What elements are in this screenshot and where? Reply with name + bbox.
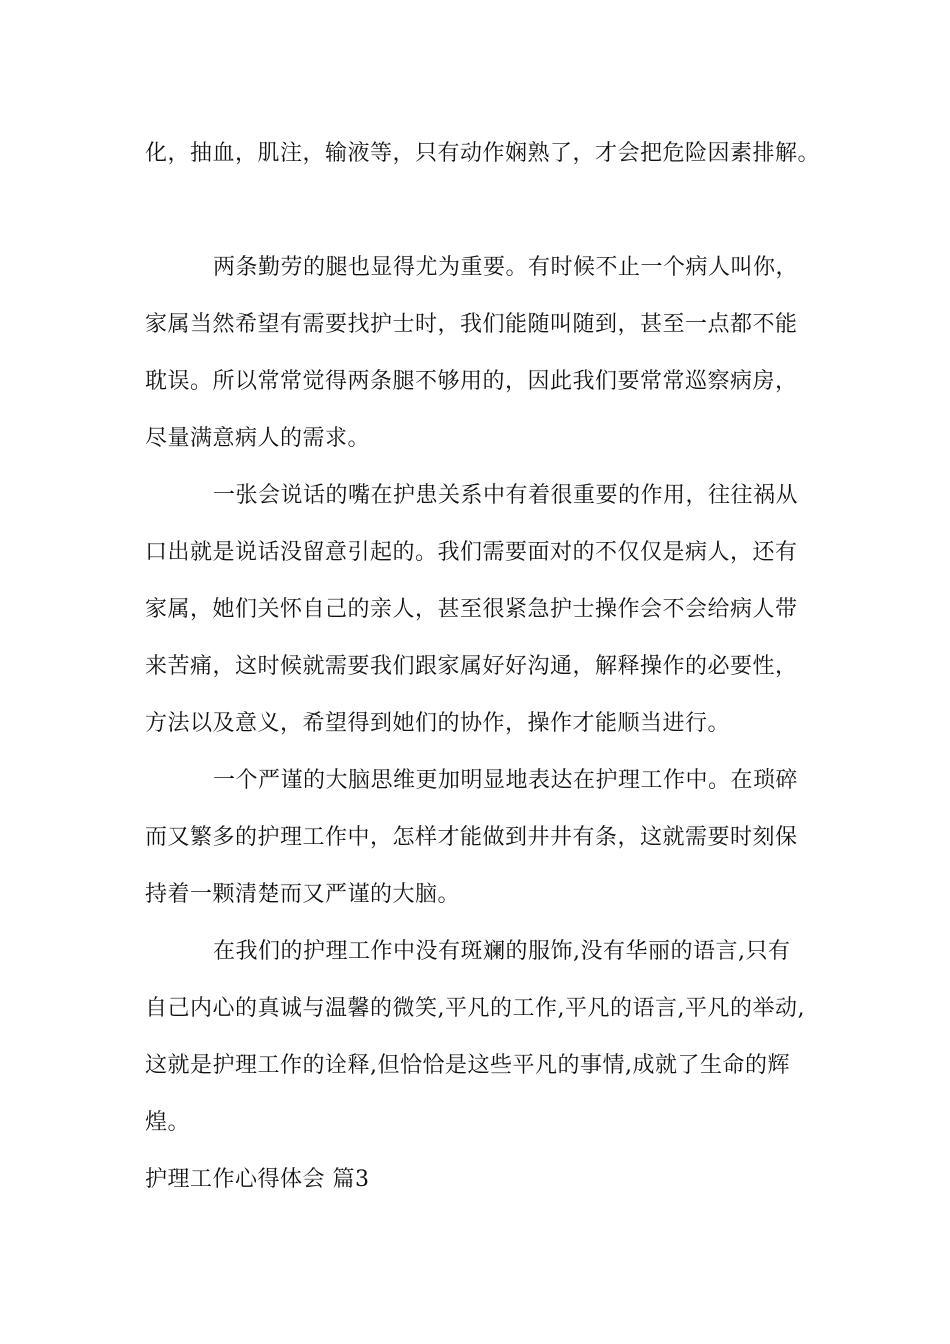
text-line: 方法以及意义，希望得到她们的协作，操作才能顺当进行。 [145, 711, 731, 736]
text-line: 来苦痛，这时候就需要我们跟家属好好沟通，解释操作的必要性， [145, 654, 798, 679]
text-line: 家属当然希望有需要找护士时，我们能随叫随到，甚至一点都不能 [145, 312, 798, 337]
paragraph-first-line: 一张会说话的嘴在护患关系中有着很重要的作用，往往祸从 [213, 483, 799, 508]
text-line: 这就是护理工作的诠释,但恰恰是这些平凡的事情,成就了生命的辉 [145, 1053, 790, 1078]
text-line: 持着一颗清楚而又严谨的大脑。 [145, 882, 461, 907]
text-line: 化，抽血，肌注，输液等，只有动作娴熟了，才会把危险因素排解。 [145, 141, 821, 166]
paragraph-first-line: 一个严谨的大脑思维更加明显地表达在护理工作中。在琐碎 [213, 768, 799, 793]
section-heading: 护理工作心得体会 篇3 [145, 1167, 370, 1192]
paragraph-first-line: 在我们的护理工作中没有斑斓的服饰,没有华丽的语言,只有 [213, 939, 791, 964]
text-line: 尽量满意病人的需求。 [145, 426, 371, 451]
text-line: 而又繁多的护理工作中，怎样才能做到井井有条，这就需要时刻保 [145, 825, 798, 850]
text-line: 家属，她们关怀自己的亲人，甚至很紧急护士操作会不会给病人带 [145, 597, 798, 622]
paragraph-first-line: 两条勤劳的腿也显得尤为重要。有时候不止一个病人叫你， [213, 255, 799, 280]
text-line: 煌。 [145, 1110, 191, 1135]
text-line: 自己内心的真诚与温馨的微笑,平凡的工作,平凡的语言,平凡的举动, [145, 996, 805, 1021]
text-line: 耽误。所以常常觉得两条腿不够用的，因此我们要常常巡察病房， [145, 369, 798, 394]
text-line: 口出就是说话没留意引起的。我们需要面对的不仅仅是病人，还有 [145, 540, 798, 565]
